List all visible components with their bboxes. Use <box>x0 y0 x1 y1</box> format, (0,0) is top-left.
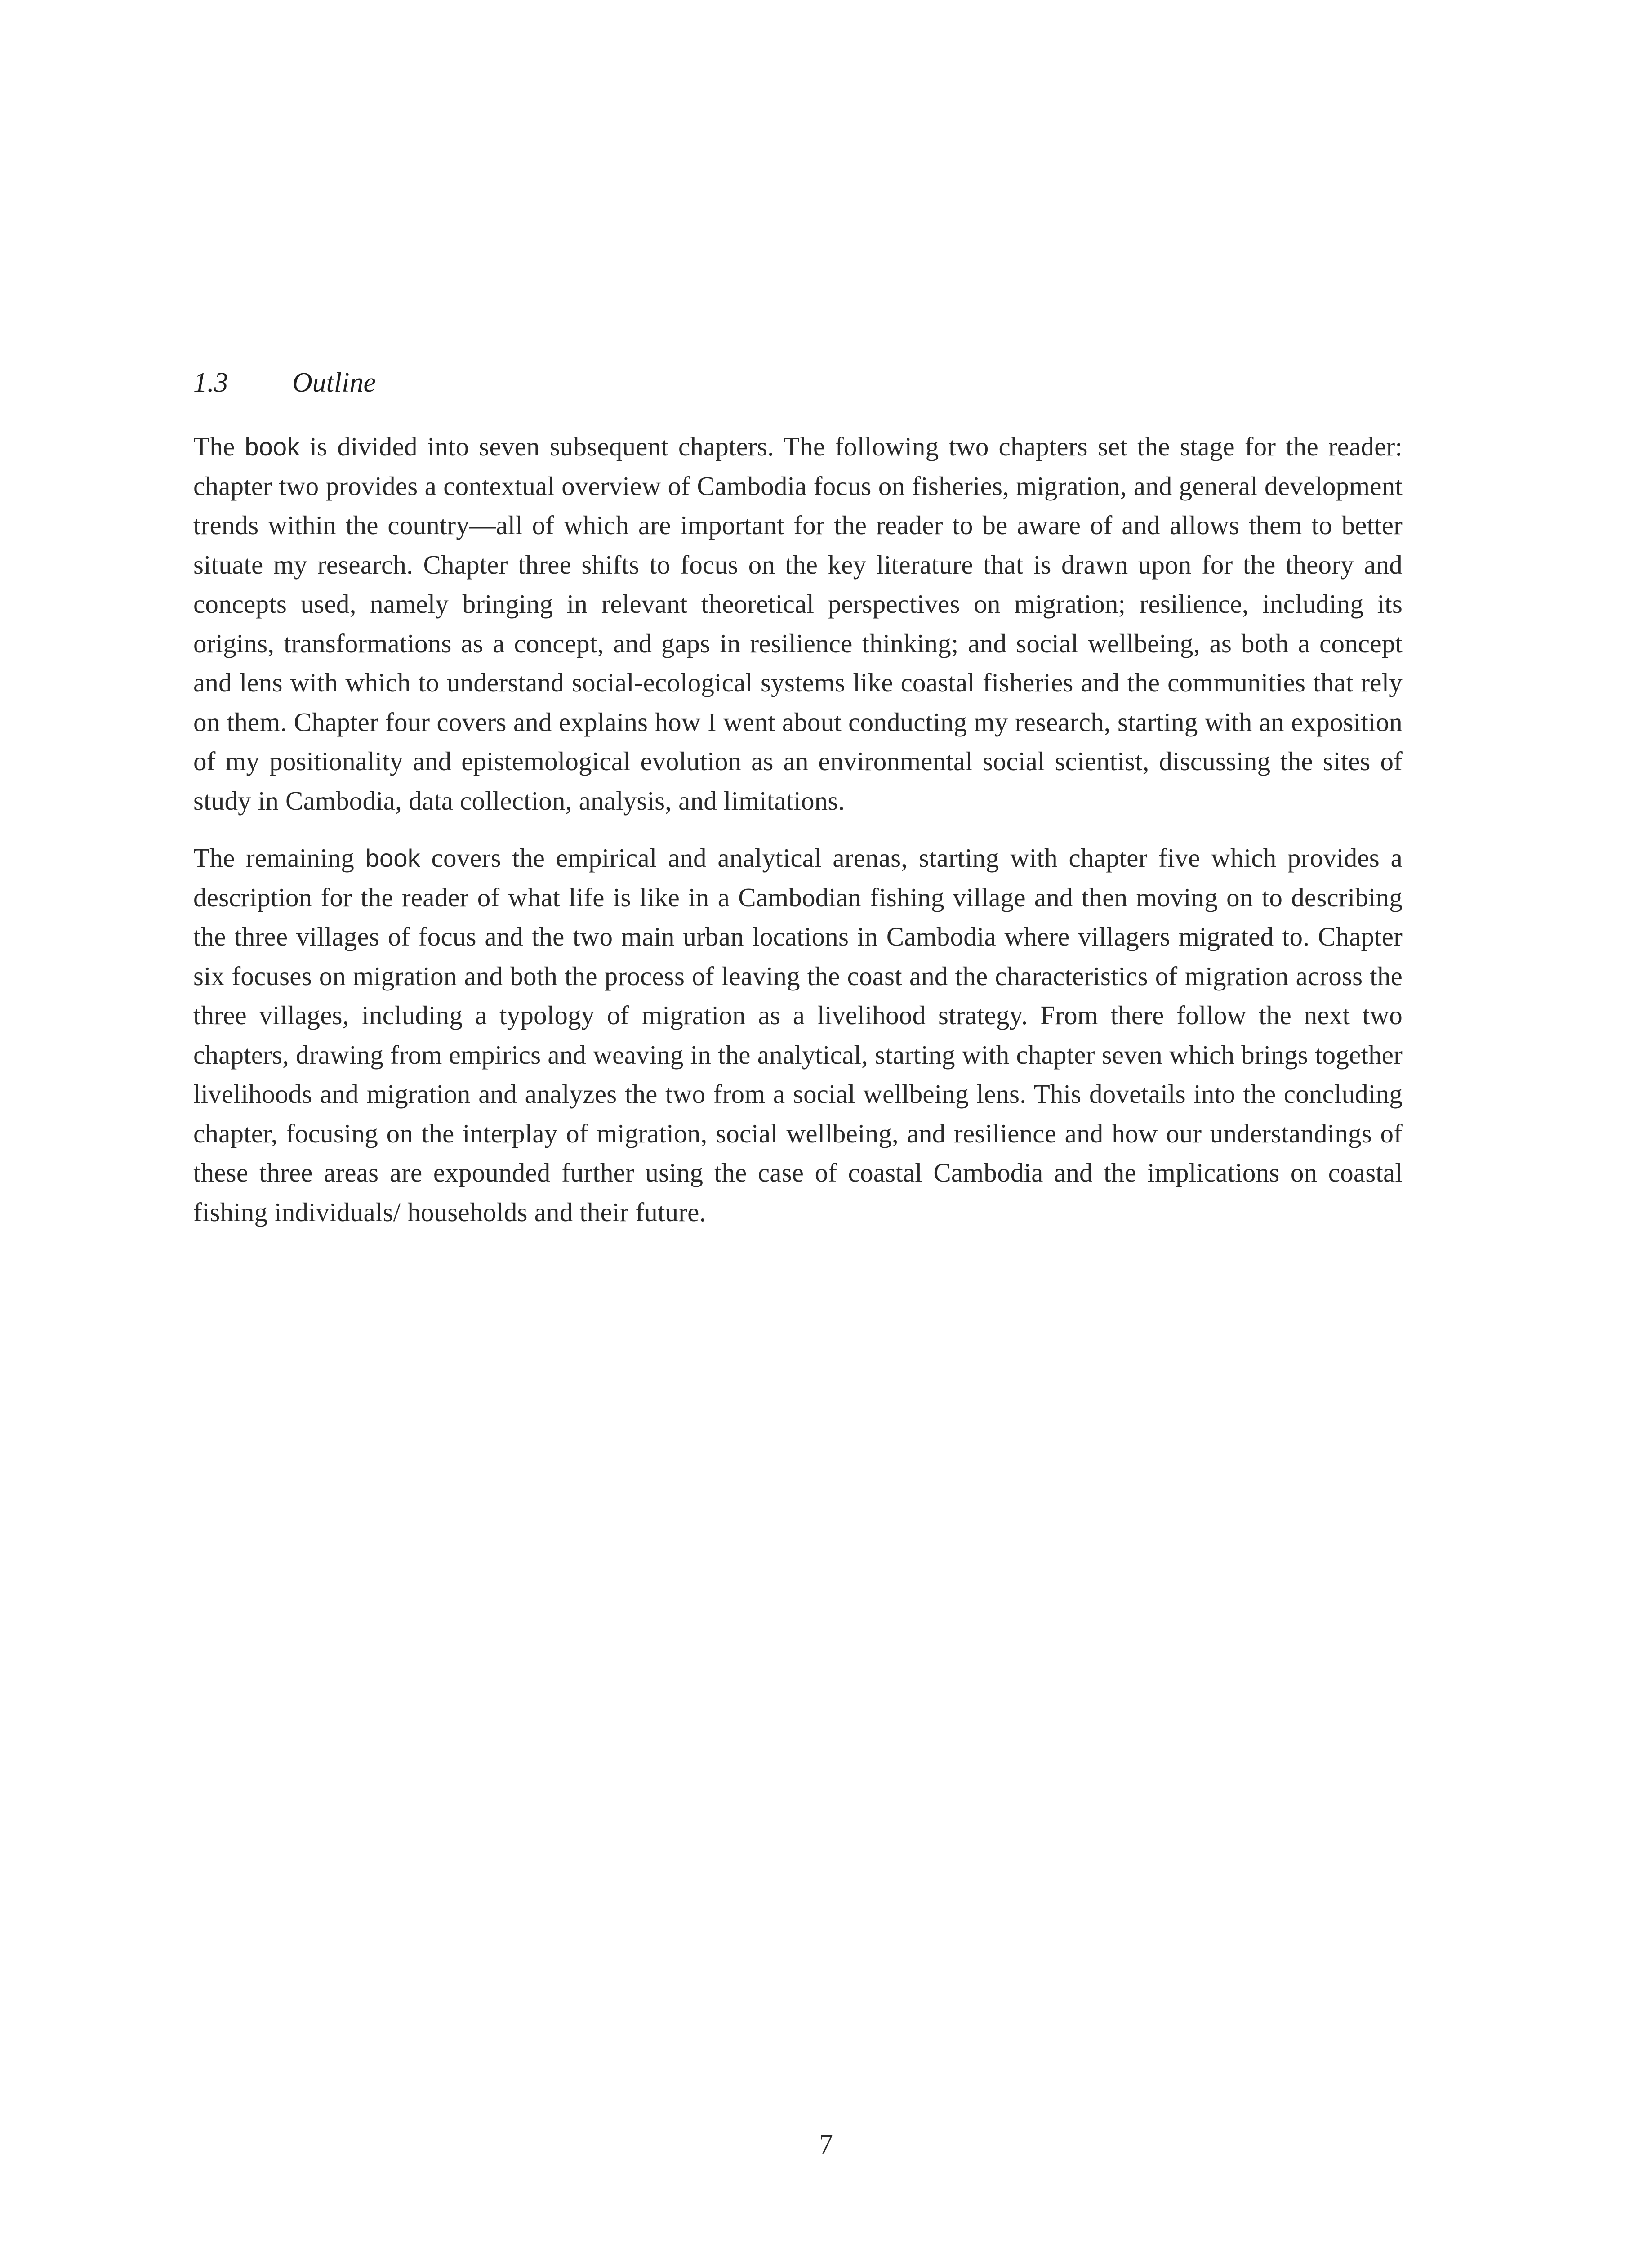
paragraph-text: is divided into seven subsequent chapters. The following two chapters set the stage for the reader: chapter two provides a contextual overview of Cambodia focus on fisheries, migration, and general development trends within the country—all of which are important for the reader to be aware of and allows them to better situate my research. Chapter three shifts to focus on the key literature that is drawn upon for the theory and concepts used, namely bringing in relevant theoretical perspectives on migration; resilience, including its origins, transformations as a concept, and gaps in resilience thinking; and social wellbeing, as both a concept and lens with which to understand social-ecological systems like coastal fisheries and the communities that rely on them. Chapter four covers and explains how I went about conducting my research, starting with an exposition of my positionality and epistemological evolution as an environmental social scientist, discussing the sites of study in Cambodia, data collection, analysis, and limitations. <box>193 432 1403 816</box>
paragraph-lead: The <box>193 432 245 461</box>
book-word: book <box>245 433 300 461</box>
body-text <box>193 427 1403 1250</box>
paragraph-text: covers the empirical and analytical arenas, starting with chapter five which provides a description for the reader of what life is like in a Cambodian fishing village and then moving on to describing the three villages of focus and the two main urban locations in Cambodia where villagers migrated to. Chapter six focuses on migration and both the process of leaving the coast and the characteristics of migration across the three villages, including a typology of migration as a livelihood strategy. From there follow the next two chapters, drawing from empirics and weaving in the analytical, starting with chapter seven which brings together livelihoods and migration and analyzes the two from a social wellbeing lens. This dovetails into the concluding chapter, focusing on the interplay of migration, social wellbeing, and resilience and how our understandings of these three areas are expounded further using the case of coastal Cambodia and the implications on coastal fishing individuals/ households and their future. <box>193 843 1403 1227</box>
section-heading <box>193 363 376 402</box>
book-word: book <box>365 844 420 872</box>
section-title: Outline <box>292 367 376 398</box>
section-number: 1.3 <box>193 367 228 398</box>
paragraph <box>193 427 1403 821</box>
page-number: 7 <box>819 2129 833 2160</box>
paragraph-lead: The remaining <box>193 843 365 873</box>
paragraph <box>193 839 1403 1232</box>
